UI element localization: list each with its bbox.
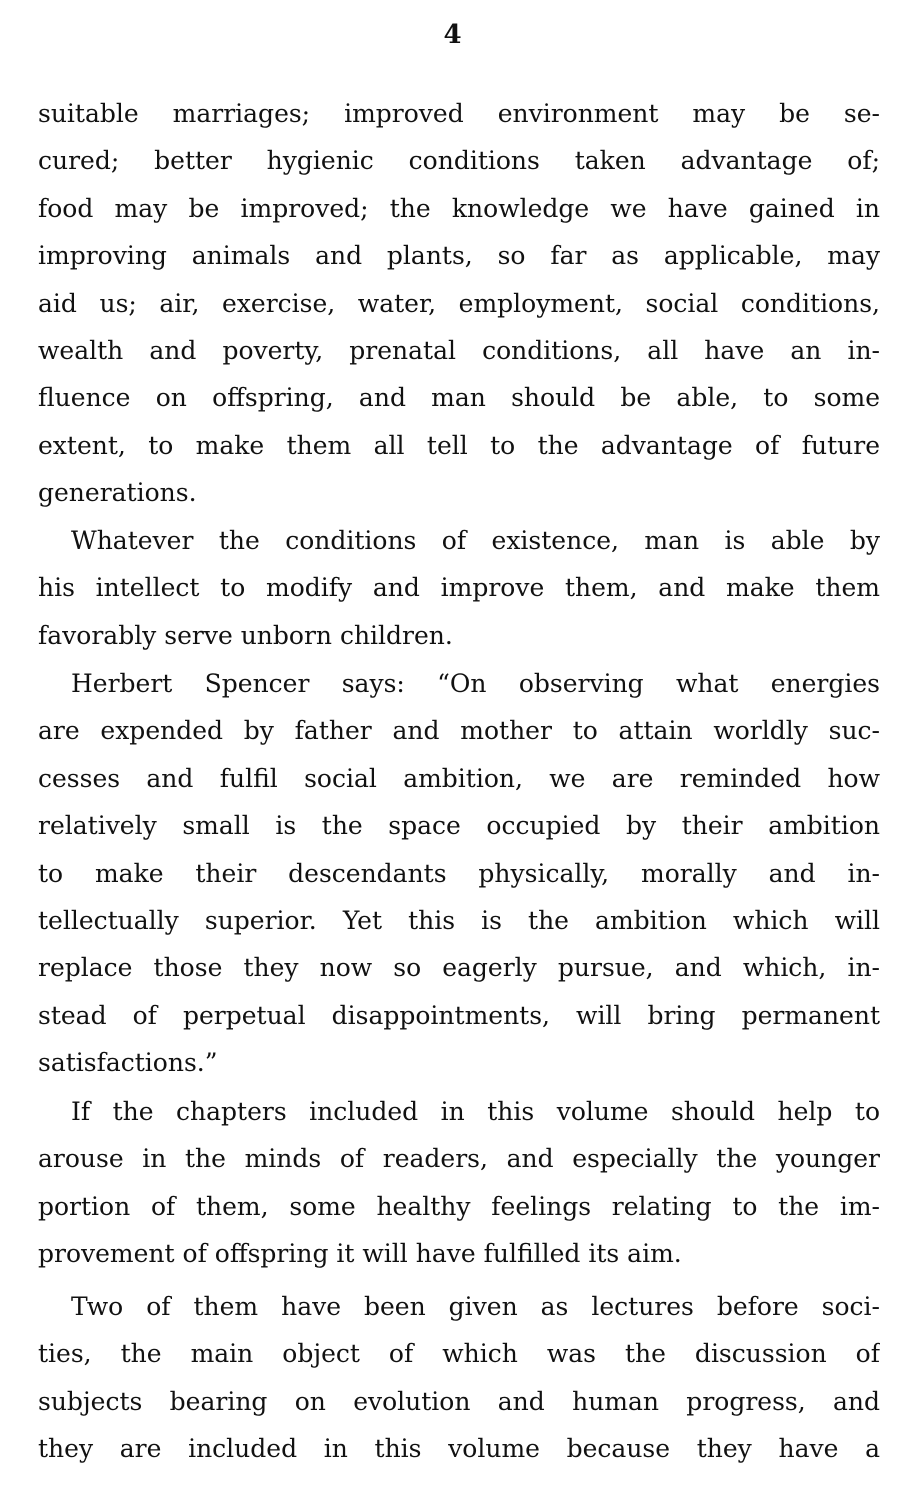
paragraph-3	[38, 660, 880, 1087]
text-line: favorably serve unborn children.	[38, 620, 453, 650]
text-line: fluence on offspring, and man should be able, to some	[38, 383, 880, 413]
text-line: food may be improved; the knowledge we have gained in	[38, 193, 880, 223]
text-line: Herbert Spencer says: “On observing what energies	[71, 669, 880, 698]
text-line: provement of offspring it will have fulfilled its aim.	[38, 1239, 682, 1269]
text-line: improving animals and plants, so far as applicable, may	[38, 241, 880, 271]
text-line: his intellect to modify and improve them, and make them	[38, 573, 880, 603]
text-line: arouse in the minds of readers, and especially the younger	[38, 1144, 880, 1174]
text-line: If the chapters included in this volume should help to	[71, 1097, 880, 1126]
text-line: subjects bearing on evolution and human progress, and	[38, 1386, 880, 1416]
text-line: relatively small is the space occupied by their ambition	[38, 811, 880, 841]
text-line: they are included in this volume because they have a	[38, 1434, 880, 1464]
text-line: ties, the main object of which was the discussion of	[38, 1339, 880, 1369]
text-line: Two of them have been given as lectures before soci-	[71, 1292, 880, 1321]
paragraph-4	[38, 1088, 880, 1278]
text-line: cesses and fulfil social ambition, we are reminded how	[38, 763, 880, 793]
text-line: suitable marriages; improved environment may be se-	[38, 99, 880, 128]
text-line: aid us; air, exercise, water, employment, social conditions,	[38, 288, 880, 318]
text-line: are expended by father and mother to attain worldly suc-	[38, 716, 880, 746]
text-line: tellectually superior. Yet this is the ambition which will	[38, 905, 880, 935]
text-line: Whatever the conditions of existence, man is able by	[71, 526, 880, 555]
text-line: satisfactions.”	[38, 1048, 218, 1078]
text-line: extent, to make them all tell to the advantage of future	[38, 430, 880, 460]
text-line: portion of them, some healthy feelings relating to the im-	[38, 1191, 880, 1221]
paragraph-2	[38, 517, 880, 659]
text-line: wealth and poverty, prenatal conditions, all have an in-	[38, 335, 880, 365]
text-line: generations.	[38, 478, 197, 508]
text-line: to make their descendants physically, morally and in-	[38, 858, 880, 888]
paragraph-5	[38, 1283, 880, 1473]
text-line: replace those they now so eagerly pursue, and which, in-	[38, 953, 880, 983]
page-number: 4	[443, 20, 462, 50]
text-line: cured; better hygienic conditions taken advantage of;	[38, 146, 880, 176]
paragraph-1	[38, 90, 880, 517]
text-line: stead of perpetual disappointments, will bring permanent	[38, 1000, 880, 1030]
